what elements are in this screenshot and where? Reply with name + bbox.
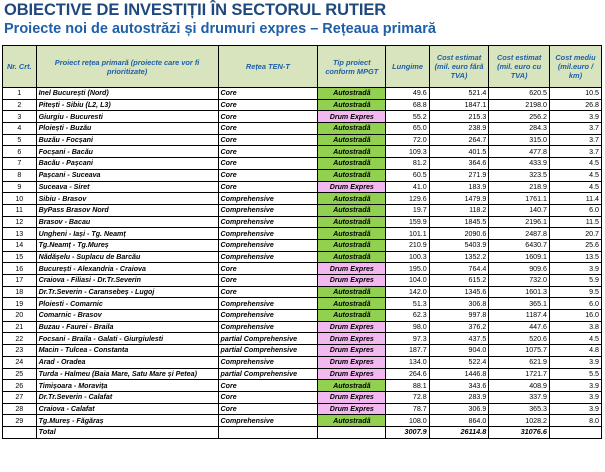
project-name: Craiova - Filiasi - Dr.Tr.Severin: [36, 275, 218, 287]
table-row: [3, 403, 602, 415]
cost-cu-tva: 477.8: [489, 146, 550, 158]
project-name: Turda - Halmeu (Baia Mare, Satu Mare și Petea): [36, 368, 218, 380]
row-nr: 7: [3, 158, 37, 170]
length-km: 65.0: [386, 123, 429, 135]
length-km: 100.3: [386, 251, 429, 263]
ten-t-network: Comprehensive: [218, 228, 318, 240]
header-row: [3, 46, 602, 88]
ten-t-network: Comprehensive: [218, 239, 318, 251]
length-km: 78.7: [386, 403, 429, 415]
table-row: [3, 146, 602, 158]
project-type: Autostradă: [318, 310, 386, 322]
ten-t-network: Core: [218, 134, 318, 146]
project-name: Tg.Mureș - Făgăraș: [36, 415, 218, 427]
col-header-length: Lungime: [386, 46, 429, 88]
project-name: Giurgiu - Bucuresti: [36, 111, 218, 123]
cost-fara-tva: 271.9: [429, 169, 489, 181]
project-type: Drum Expres: [318, 321, 386, 333]
row-nr: 10: [3, 193, 37, 205]
cost-mediu: 6.0: [549, 204, 601, 216]
cost-cu-tva: 732.0: [489, 275, 550, 287]
project-name: Arad - Oradea: [36, 356, 218, 368]
cost-mediu: 3.8: [549, 321, 601, 333]
project-name: Tg.Neamț - Tg.Mureș: [36, 239, 218, 251]
cost-cu-tva: 909.6: [489, 263, 550, 275]
length-km: 72.8: [386, 391, 429, 403]
cost-mediu: 10.5: [549, 88, 601, 100]
length-km: 81.2: [386, 158, 429, 170]
row-nr: 6: [3, 146, 37, 158]
ten-t-network: Comprehensive: [218, 193, 318, 205]
project-name: Ungheni - Iași - Tg. Neamț: [36, 228, 218, 240]
cost-cu-tva: 433.9: [489, 158, 550, 170]
project-type: Drum Expres: [318, 275, 386, 287]
cost-fara-tva: 283.9: [429, 391, 489, 403]
length-km: 41.0: [386, 181, 429, 193]
row-nr: 14: [3, 239, 37, 251]
project-type: Autostradă: [318, 146, 386, 158]
project-name: Dr.Tr.Severin - Calafat: [36, 391, 218, 403]
project-type: Autostradă: [318, 298, 386, 310]
row-nr: 13: [3, 228, 37, 240]
row-nr: 28: [3, 403, 37, 415]
cost-fara-tva: 364.6: [429, 158, 489, 170]
row-nr: 20: [3, 310, 37, 322]
table-row: [3, 368, 602, 380]
cost-cu-tva: 218.9: [489, 181, 550, 193]
cost-cu-tva: 284.3: [489, 123, 550, 135]
cost-fara-tva: 997.8: [429, 310, 489, 322]
cost-mediu: 3.9: [549, 263, 601, 275]
table-row: [3, 345, 602, 357]
row-nr: 27: [3, 391, 37, 403]
row-nr: 1: [3, 88, 37, 100]
project-type: Autostradă: [318, 134, 386, 146]
project-type: Drum Expres: [318, 345, 386, 357]
length-km: 210.9: [386, 239, 429, 251]
cost-mediu: 3.9: [549, 391, 601, 403]
cost-cu-tva: 2196.1: [489, 216, 550, 228]
table-row: [3, 239, 602, 251]
cost-cu-tva: 1721.7: [489, 368, 550, 380]
length-km: 49.6: [386, 88, 429, 100]
ten-t-network: Comprehensive: [218, 204, 318, 216]
cost-cu-tva: 140.7: [489, 204, 550, 216]
cost-cu-tva: 2198.0: [489, 99, 550, 111]
length-km: 72.0: [386, 134, 429, 146]
col-header-nr: Nr. Crt.: [3, 46, 37, 88]
row-nr: 11: [3, 204, 37, 216]
project-name: Dr.Tr.Severin - Caransebeș - Lugoj: [36, 286, 218, 298]
table-row: [3, 298, 602, 310]
cost-fara-tva: 183.9: [429, 181, 489, 193]
cost-fara-tva: 343.6: [429, 380, 489, 392]
project-name: Pitești - Sibiu (L2, L3): [36, 99, 218, 111]
project-name: Buzau - Faurei - Braila: [36, 321, 218, 333]
table-row: [3, 251, 602, 263]
cost-fara-tva: 1345.6: [429, 286, 489, 298]
cost-cu-tva: 1075.7: [489, 345, 550, 357]
project-type: Autostradă: [318, 415, 386, 427]
table-row: [3, 286, 602, 298]
total-cost-cu-tva: 31076.6: [489, 426, 550, 438]
cost-fara-tva: 437.5: [429, 333, 489, 345]
project-type: Autostradă: [318, 216, 386, 228]
length-km: 104.0: [386, 275, 429, 287]
ten-t-network: Core: [218, 391, 318, 403]
project-type: Autostradă: [318, 169, 386, 181]
project-type: Autostradă: [318, 251, 386, 263]
ten-t-network: Comprehensive: [218, 310, 318, 322]
cost-cu-tva: 315.0: [489, 134, 550, 146]
project-type: Drum Expres: [318, 391, 386, 403]
cost-cu-tva: 620.5: [489, 88, 550, 100]
col-header-project: Proiect rețea primară (proiecte care vor fi prioritizate): [36, 46, 218, 88]
cost-mediu: 6.0: [549, 298, 601, 310]
total-row: [3, 426, 602, 438]
total-cost-fara-tva: 26114.8: [429, 426, 489, 438]
cost-mediu: 5.5: [549, 368, 601, 380]
table-row: [3, 88, 602, 100]
project-type: Autostradă: [318, 228, 386, 240]
col-header-ten: Rețea TEN-T: [218, 46, 318, 88]
ten-t-network: Core: [218, 380, 318, 392]
project-name: Brasov - Bacau: [36, 216, 218, 228]
cost-cu-tva: 1601.3: [489, 286, 550, 298]
length-km: 129.6: [386, 193, 429, 205]
cost-mediu: 5.9: [549, 275, 601, 287]
cost-cu-tva: 447.6: [489, 321, 550, 333]
project-type: Drum Expres: [318, 263, 386, 275]
project-name: Ploiești - Buzău: [36, 123, 218, 135]
cost-mediu: 3.9: [549, 403, 601, 415]
cost-mediu: 3.7: [549, 146, 601, 158]
ten-t-network: Comprehensive: [218, 298, 318, 310]
row-nr: 8: [3, 169, 37, 181]
cost-cu-tva: 1187.4: [489, 310, 550, 322]
table-row: [3, 380, 602, 392]
ten-t-network: Core: [218, 286, 318, 298]
table-row: [3, 111, 602, 123]
cost-fara-tva: 1446.8: [429, 368, 489, 380]
cost-cu-tva: 520.6: [489, 333, 550, 345]
cost-fara-tva: 264.7: [429, 134, 489, 146]
project-name: Buzău - Focșani: [36, 134, 218, 146]
ten-t-network: Core: [218, 146, 318, 158]
cost-fara-tva: 238.9: [429, 123, 489, 135]
cost-fara-tva: 764.4: [429, 263, 489, 275]
ten-t-network: Comprehensive: [218, 415, 318, 427]
row-nr: 2: [3, 99, 37, 111]
row-nr: 23: [3, 345, 37, 357]
cost-fara-tva: 2090.6: [429, 228, 489, 240]
total-nr-cell: [3, 426, 37, 438]
length-km: 142.0: [386, 286, 429, 298]
cost-cu-tva: 6430.7: [489, 239, 550, 251]
cost-fara-tva: 376.2: [429, 321, 489, 333]
table-row: [3, 333, 602, 345]
project-type: Autostradă: [318, 99, 386, 111]
col-header-cost-fara-tva: Cost estimat (mil. euro fără TVA): [429, 46, 489, 88]
length-km: 62.3: [386, 310, 429, 322]
cost-mediu: 13.5: [549, 251, 601, 263]
investment-table: [2, 45, 602, 439]
total-label: Total: [36, 426, 218, 438]
ten-t-network: Core: [218, 99, 318, 111]
table-row: [3, 123, 602, 135]
project-type: Drum Expres: [318, 111, 386, 123]
cost-mediu: 16.0: [549, 310, 601, 322]
length-km: 187.7: [386, 345, 429, 357]
project-type: Drum Expres: [318, 403, 386, 415]
cost-mediu: 11.4: [549, 193, 601, 205]
cost-cu-tva: 256.2: [489, 111, 550, 123]
length-km: 134.0: [386, 356, 429, 368]
project-name: Timișoara - Moravița: [36, 380, 218, 392]
project-name: Pașcani - Suceava: [36, 169, 218, 181]
project-name: Suceava - Siret: [36, 181, 218, 193]
cost-fara-tva: 1845.5: [429, 216, 489, 228]
col-header-cost-cu-tva: Cost estimat (mil. euro cu TVA): [489, 46, 550, 88]
ten-t-network: Comprehensive: [218, 216, 318, 228]
project-type: Autostradă: [318, 123, 386, 135]
table-row: [3, 158, 602, 170]
project-name: Macin - Tulcea - Constanta: [36, 345, 218, 357]
length-km: 97.3: [386, 333, 429, 345]
cost-fara-tva: 306.8: [429, 298, 489, 310]
length-km: 55.2: [386, 111, 429, 123]
project-type: Autostradă: [318, 239, 386, 251]
row-nr: 21: [3, 321, 37, 333]
ten-t-network: Comprehensive: [218, 321, 318, 333]
row-nr: 25: [3, 368, 37, 380]
row-nr: 16: [3, 263, 37, 275]
cost-mediu: 3.9: [549, 111, 601, 123]
cost-fara-tva: 306.9: [429, 403, 489, 415]
project-name: Bacău - Pașcani: [36, 158, 218, 170]
cost-cu-tva: 1028.2: [489, 415, 550, 427]
cost-mediu: 3.7: [549, 134, 601, 146]
cost-cu-tva: 1761.1: [489, 193, 550, 205]
ten-t-network: partial Comprehensive: [218, 333, 318, 345]
cost-fara-tva: 5403.9: [429, 239, 489, 251]
project-type: Autostradă: [318, 286, 386, 298]
row-nr: 5: [3, 134, 37, 146]
table-row: [3, 204, 602, 216]
page-subtitle: Proiecte noi de autostrăzi și drumuri expres – Rețeaua primară: [4, 21, 436, 37]
row-nr: 19: [3, 298, 37, 310]
cost-fara-tva: 522.4: [429, 356, 489, 368]
col-header-tip: Tip proiect conform MPGT: [318, 46, 386, 88]
cost-mediu: 20.7: [549, 228, 601, 240]
row-nr: 18: [3, 286, 37, 298]
cost-cu-tva: 2487.8: [489, 228, 550, 240]
ten-t-network: Core: [218, 169, 318, 181]
project-type: Drum Expres: [318, 181, 386, 193]
ten-t-network: Core: [218, 181, 318, 193]
cost-fara-tva: 1847.1: [429, 99, 489, 111]
length-km: 195.0: [386, 263, 429, 275]
ten-t-network: Core: [218, 263, 318, 275]
project-type: Autostradă: [318, 88, 386, 100]
table-row: [3, 391, 602, 403]
length-km: 109.3: [386, 146, 429, 158]
page-title: OBIECTIVE DE INVESTIȚII ÎN SECTORUL RUTIER: [4, 1, 387, 19]
length-km: 60.5: [386, 169, 429, 181]
length-km: 108.0: [386, 415, 429, 427]
length-km: 101.1: [386, 228, 429, 240]
project-name: Craiova - Calafat: [36, 403, 218, 415]
cost-fara-tva: 401.5: [429, 146, 489, 158]
cost-mediu: 4.5: [549, 181, 601, 193]
row-nr: 26: [3, 380, 37, 392]
length-km: 159.9: [386, 216, 429, 228]
row-nr: 4: [3, 123, 37, 135]
length-km: 264.6: [386, 368, 429, 380]
length-km: 51.3: [386, 298, 429, 310]
cost-mediu: 9.5: [549, 286, 601, 298]
cost-mediu: 4.5: [549, 158, 601, 170]
cost-cu-tva: 408.9: [489, 380, 550, 392]
table-row: [3, 275, 602, 287]
cost-mediu: 4.8: [549, 345, 601, 357]
table-row: [3, 356, 602, 368]
ten-t-network: Core: [218, 111, 318, 123]
ten-t-network: Core: [218, 158, 318, 170]
project-name: Ploiesti - Comarnic: [36, 298, 218, 310]
length-km: 88.1: [386, 380, 429, 392]
total-ten-cell: [218, 426, 318, 438]
col-header-cost-mediu: Cost mediu (mil.euro / km): [549, 46, 601, 88]
length-km: 98.0: [386, 321, 429, 333]
project-name: ByPass Brasov Nord: [36, 204, 218, 216]
cost-cu-tva: 621.9: [489, 356, 550, 368]
length-km: 19.7: [386, 204, 429, 216]
cost-mediu: 25.6: [549, 239, 601, 251]
project-name: Inel București (Nord): [36, 88, 218, 100]
cost-cu-tva: 365.1: [489, 298, 550, 310]
table-row: [3, 216, 602, 228]
ten-t-network: Comprehensive: [218, 356, 318, 368]
cost-mediu: 3.9: [549, 356, 601, 368]
row-nr: 12: [3, 216, 37, 228]
total-avg-cell: [549, 426, 601, 438]
cost-fara-tva: 1479.9: [429, 193, 489, 205]
cost-mediu: 3.7: [549, 123, 601, 135]
cost-cu-tva: 323.5: [489, 169, 550, 181]
table-row: [3, 99, 602, 111]
row-nr: 9: [3, 181, 37, 193]
ten-t-network: partial Comprehensive: [218, 345, 318, 357]
cost-fara-tva: 118.2: [429, 204, 489, 216]
table-row: [3, 181, 602, 193]
project-type: Drum Expres: [318, 356, 386, 368]
project-name: Nădășelu - Suplacu de Barcău: [36, 251, 218, 263]
project-type: Autostradă: [318, 193, 386, 205]
ten-t-network: Core: [218, 275, 318, 287]
cost-fara-tva: 864.0: [429, 415, 489, 427]
cost-mediu: 8.0: [549, 415, 601, 427]
project-name: Focșani - Bacău: [36, 146, 218, 158]
row-nr: 15: [3, 251, 37, 263]
project-name: Sibiu - Brasov: [36, 193, 218, 205]
cost-fara-tva: 1352.2: [429, 251, 489, 263]
ten-t-network: Core: [218, 88, 318, 100]
ten-t-network: Core: [218, 123, 318, 135]
project-type: Drum Expres: [318, 333, 386, 345]
row-nr: 29: [3, 415, 37, 427]
project-type: Autostradă: [318, 380, 386, 392]
cost-cu-tva: 337.9: [489, 391, 550, 403]
ten-t-network: Comprehensive: [218, 251, 318, 263]
cost-fara-tva: 215.3: [429, 111, 489, 123]
row-nr: 22: [3, 333, 37, 345]
total-tip-cell: [318, 426, 386, 438]
table-row: [3, 134, 602, 146]
cost-cu-tva: 1609.1: [489, 251, 550, 263]
ten-t-network: Core: [218, 403, 318, 415]
table-row: [3, 169, 602, 181]
cost-mediu: 11.5: [549, 216, 601, 228]
cost-fara-tva: 521.4: [429, 88, 489, 100]
ten-t-network: partial Comprehensive: [218, 368, 318, 380]
cost-fara-tva: 904.0: [429, 345, 489, 357]
project-name: București - Alexandria - Craiova: [36, 263, 218, 275]
table-row: [3, 228, 602, 240]
table-row: [3, 310, 602, 322]
row-nr: 17: [3, 275, 37, 287]
length-km: 68.8: [386, 99, 429, 111]
project-name: Comarnic - Brasov: [36, 310, 218, 322]
project-type: Autostradă: [318, 158, 386, 170]
cost-fara-tva: 615.2: [429, 275, 489, 287]
table-row: [3, 193, 602, 205]
cost-mediu: 26.8: [549, 99, 601, 111]
project-type: Drum Expres: [318, 368, 386, 380]
project-type: Autostradă: [318, 204, 386, 216]
table-row: [3, 321, 602, 333]
table-row: [3, 415, 602, 427]
row-nr: 24: [3, 356, 37, 368]
table-row: [3, 263, 602, 275]
cost-mediu: 3.9: [549, 380, 601, 392]
cost-mediu: 4.5: [549, 169, 601, 181]
cost-cu-tva: 365.3: [489, 403, 550, 415]
project-name: Focsani - Braila - Galati - Giurgiulesti: [36, 333, 218, 345]
cost-mediu: 4.5: [549, 333, 601, 345]
row-nr: 3: [3, 111, 37, 123]
total-length: 3007.9: [386, 426, 429, 438]
